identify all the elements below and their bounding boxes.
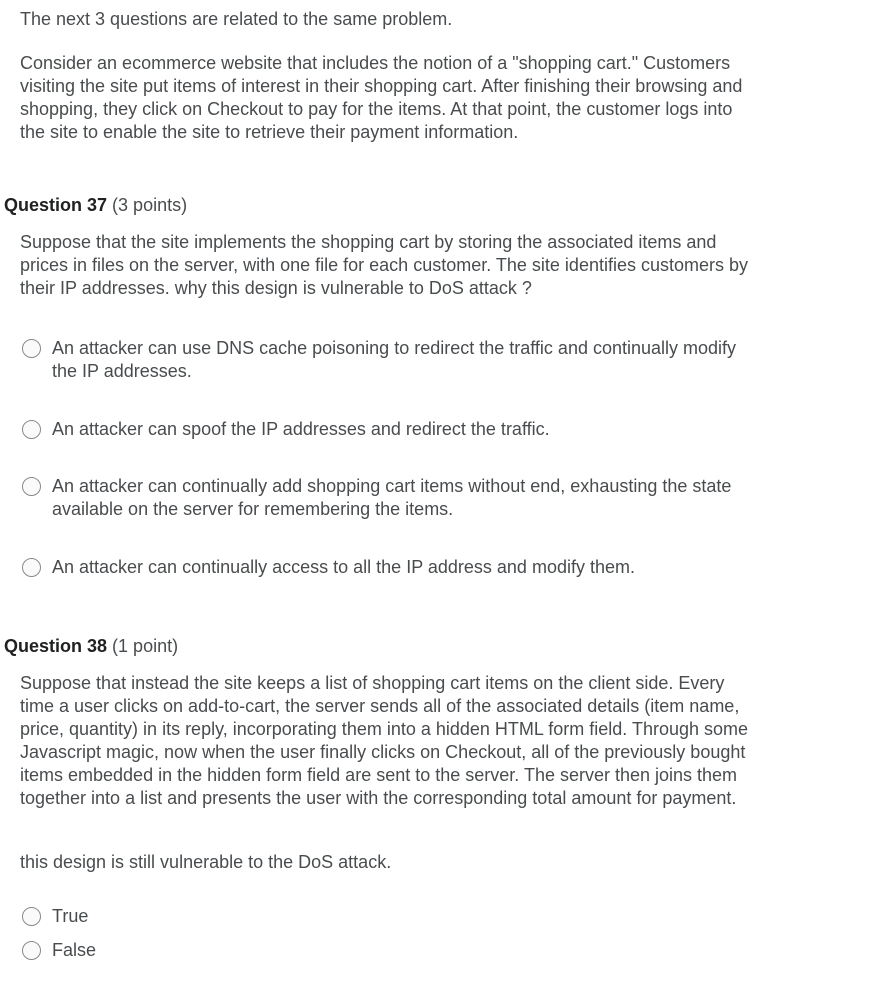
question-38-title: Question 38 [4,636,108,656]
radio-button[interactable] [22,558,41,577]
question-37-stem: Suppose that the site implements the shopping cart by storing the associated items and prices in files on the server, with one file for each customer. The site identifies customers by their IP addresses. why this design is vulnerable to DoS attack ? [20,232,749,298]
radio-button[interactable] [22,420,41,439]
q37-option-1[interactable] [22,337,762,383]
problem-intro [20,8,760,144]
q37-option-2[interactable] [22,418,762,441]
option-label: An attacker can use DNS cache poisoning to redirect the traffic and continually modify the IP addresses. [52,338,737,381]
radio-button[interactable] [22,907,41,926]
q38-option-false[interactable] [22,939,762,962]
question-37-points: (3 points) [112,195,188,215]
option-label: An attacker can spoof the IP addresses and redirect the traffic. [52,419,550,439]
radio-button[interactable] [22,339,41,358]
radio-button[interactable] [22,941,41,960]
option-label: True [52,906,89,926]
question-38-stem: Suppose that instead the site keeps a list of shopping cart items on the client side. Every time a user clicks on add-to-cart, the server sends all of the associated details (item name, price, quantity) in its reply, incorporating them into a hidden HTML form field. Through some Javascript magic, now when the user finally clicks on Checkout, all of the previously bought items embedded in the hidden form field are sent to the server. The server then joins them together into a list and presents the user with the corresponding total amount for payment. [20,673,749,808]
q37-option-3[interactable] [22,475,762,521]
option-label: An attacker can continually access to all the IP address and modify them. [52,557,635,577]
question-38-header [4,635,178,658]
option-label: False [52,940,97,960]
option-label: An attacker can continually add shopping cart items without end, exhausting the state available on the server for remembering the items. [52,476,732,519]
intro-lead-text: The next 3 questions are related to the same problem. [20,9,453,29]
question-38-points: (1 point) [112,636,179,656]
intro-body-text: Consider an ecommerce website that includes the notion of a "shopping cart." Customers visiting the site put items of interest in their shopping cart. After finishing their browsing and shopping, they click on Checkout to pay for the items. At that point, the customer logs into the site to enable the site to retrieve their payment information. [20,53,743,142]
question-37-header [4,194,187,217]
radio-button[interactable] [22,477,41,496]
question-37-title: Question 37 [4,195,108,215]
q38-option-true[interactable] [22,905,762,928]
q37-option-4[interactable] [22,556,762,579]
question-38-statement: this design is still vulnerable to the DoS attack. [20,852,392,872]
